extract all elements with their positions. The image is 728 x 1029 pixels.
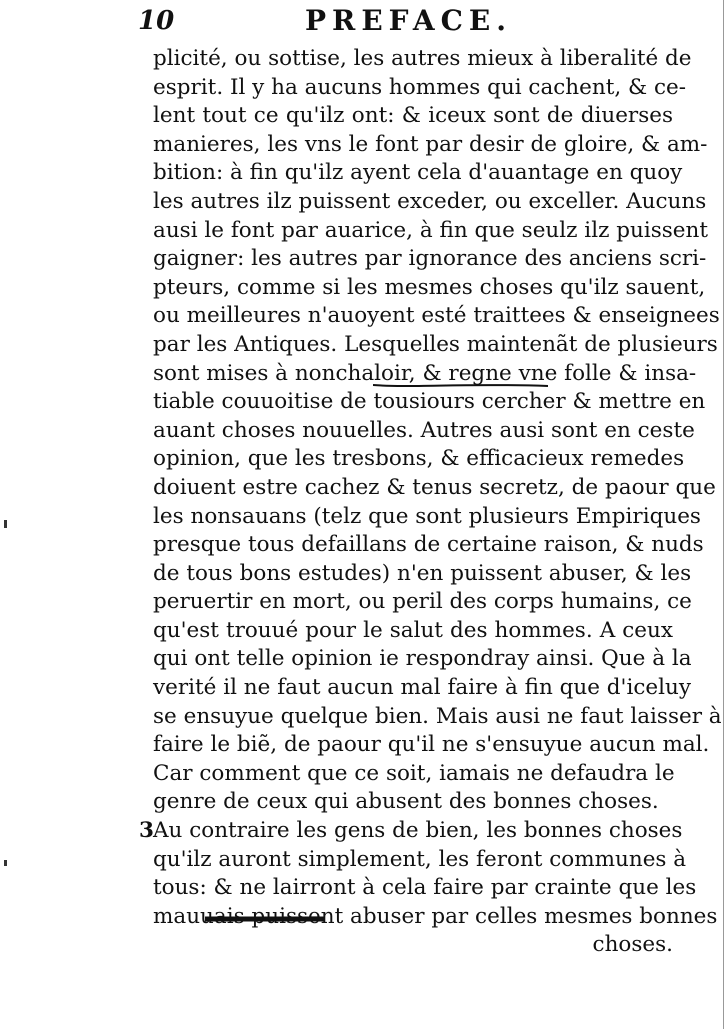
text-line: qu'ilz auront simplement, les feront communes à (153, 846, 687, 872)
handwritten-underline (373, 382, 548, 390)
margin-mark (4, 860, 7, 866)
underlined-text-line (153, 360, 697, 389)
text-line: ausi le font par auarice, à fin que seulz ilz puissent (153, 217, 708, 243)
text-line-content: Au contraire les gens de bien, les bonnes choses (153, 818, 683, 844)
paragraph-start-line (139, 817, 683, 846)
struck-text-line (153, 903, 718, 932)
text-line: se ensuyue quelque bien. Mais ausi ne faut laisser à (153, 703, 722, 729)
text-line: esprit. Il y ha aucuns hommes qui cachent, & ce- (153, 74, 687, 100)
text-line-content: sont mises à nonchaloir, & regne vne folle & insa- (153, 360, 697, 386)
text-line: pteurs, comme si les mesmes choses qu'ilz sauent, (153, 274, 706, 300)
ink-strikethrough (205, 913, 325, 925)
page-number: 10 (138, 6, 175, 36)
text-line: peruertir en mort, ou peril des corps humains, ce (153, 589, 692, 615)
text-line: tous: & ne lairront à cela faire par crainte que les (153, 875, 697, 901)
text-line: les nonsauans (telz que sont plusieurs Empiriques (153, 503, 701, 529)
text-line: opinion, que les tresbons, & efficacieux remedes (153, 446, 685, 472)
text-line: ou meilleures n'auoyent esté traittees & enseignees (153, 303, 720, 329)
running-head: PREFACE. (305, 4, 513, 37)
text-line: verité il ne faut aucun mal faire à fin que d'iceluy (153, 675, 691, 701)
text-line: Car comment que ce soit, iamais ne defaudra le (153, 760, 675, 786)
text-line: genre de ceux qui abusent des bonnes choses. (153, 789, 659, 815)
body-text (139, 45, 722, 960)
text-line: plicité, ou sottise, les autres mieux à liberalité de (153, 46, 692, 71)
text-line: gaigner: les autres par ignorance des anciens scri- (153, 246, 707, 272)
text-line: presque tous defaillans de certaine raison, & nuds (153, 532, 704, 558)
text-line: doiuent estre cachez & tenus secretz, de paour que (153, 474, 716, 500)
text-line: qu'est trouué pour le salut des hommes. A ceux (153, 617, 673, 643)
page-edge (723, 0, 724, 1029)
text-line: auant choses nouuelles. Autres ausi sont en ceste (153, 417, 695, 443)
text-line: tiable couuoitise de tousiours cercher & mettre en (153, 389, 706, 415)
paragraph-marker: 3 (139, 818, 154, 844)
text-line-content: mauuais puissent abuser par celles mesmes bonnes (153, 903, 718, 929)
text-line: lent tout ce qu'ilz ont: & iceux sont de diuerses (153, 103, 673, 129)
text-line: qui ont telle opinion ie respondray ainsi. Que à la (153, 646, 692, 672)
text-line: les autres ilz puissent exceder, ou exceller. Aucuns (153, 188, 707, 214)
catchword: choses. (592, 932, 673, 958)
text-line: bition: à fin qu'ilz ayent cela d'auantage en quoy (153, 160, 683, 186)
text-line: de tous bons estudes) n'en puissent abuser, & les (153, 560, 692, 586)
text-line: par les Antiques. Lesquelles maintenãt de plusieurs (153, 331, 718, 357)
text-line: manieres, les vns le font par desir de gloire, & am- (153, 131, 708, 157)
text-line: faire le biẽ, de paour qu'il ne s'ensuyue aucun mal. (153, 732, 710, 758)
margin-mark (4, 520, 7, 528)
